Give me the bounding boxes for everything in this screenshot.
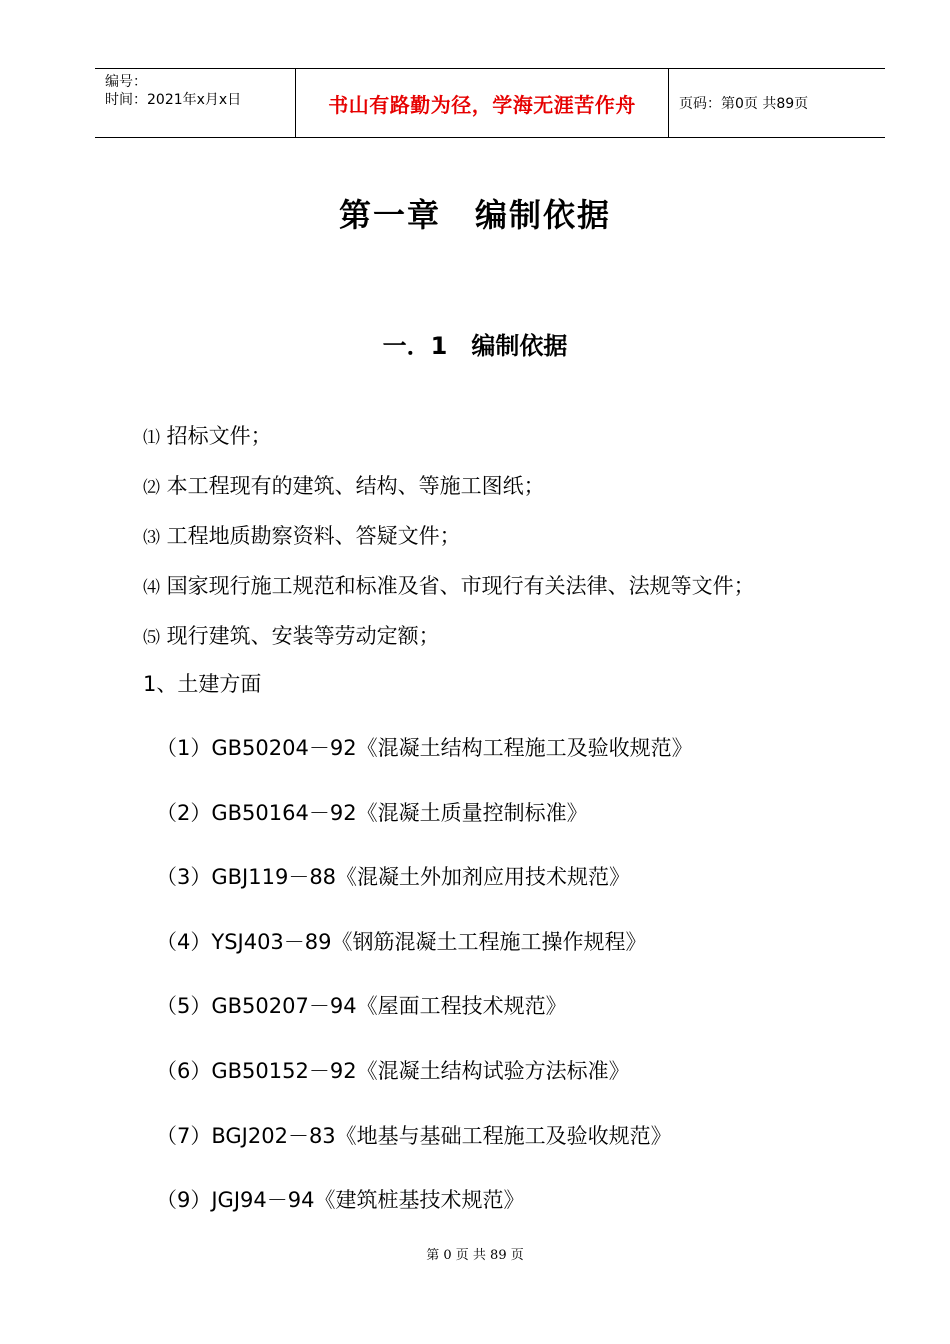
standard-item: （6）GB50152－92《混凝土结构试验方法标准》 (156, 1058, 630, 1083)
chapter-title: 第一章 编制依据 (338, 196, 611, 234)
list-item-text: 招标文件； (160, 424, 272, 448)
basis-list (143, 418, 755, 668)
header-motto: 书山有路勤为径，学海无涯苦作舟 (328, 92, 636, 117)
header-motto-cell (296, 69, 669, 137)
standard-item: （3）GBJ119－88《混凝土外加剂应用技术规范》 (156, 865, 631, 890)
standard-item: （4）YSJ403－89《钢筋混凝土工程施工操作规程》 (156, 929, 647, 954)
list-item-text: 本工程现有的建筑、结构、等施工图纸； (160, 474, 545, 498)
list-item-text: 现行建筑、安装等劳动定额； (160, 624, 440, 648)
list-item (143, 568, 755, 618)
header-meta-cell (95, 69, 296, 137)
standard-item: （5）GB50207－94《屋面工程技术规范》 (156, 994, 567, 1019)
header-page-cell (669, 69, 885, 137)
standard-item: （7）BGJ202－83《地基与基础工程施工及验收规范》 (156, 1123, 672, 1148)
list-item-text: 工程地质勘察资料、答疑文件； (160, 524, 461, 548)
page-header (95, 68, 885, 138)
list-item-number: ⑶ (143, 528, 160, 548)
document-time-label: 时间：2021年x月x日 (105, 92, 242, 108)
list-item-number: ⑴ (143, 428, 160, 448)
list-item-number: ⑸ (143, 628, 160, 648)
list-item (143, 518, 755, 568)
list-item (143, 468, 755, 518)
sub-heading: 1、土建方面 (143, 672, 262, 696)
section-title: 一．1 编制依据 (382, 332, 568, 360)
list-item (143, 418, 755, 468)
standards-list (156, 730, 693, 1247)
document-number-label: 编号： (105, 74, 147, 90)
standard-item: （1）GB50204－92《混凝土结构工程施工及验收规范》 (156, 736, 693, 760)
page-footer: 第 0 页 共 89 页 (426, 1248, 524, 1263)
list-item-text: 国家现行施工规范和标准及省、市现行有关法律、法规等文件； (160, 574, 755, 598)
standard-item: （2）GB50164－92《混凝土质量控制标准》 (156, 800, 588, 825)
list-item (143, 618, 755, 668)
list-item-number: ⑵ (143, 478, 160, 498)
header-page-info: 页码：第0页 共89页 (679, 96, 809, 112)
list-item-number: ⑷ (143, 578, 160, 598)
standard-item: （9）JGJ94－94《建筑桩基技术规范》 (156, 1188, 525, 1213)
